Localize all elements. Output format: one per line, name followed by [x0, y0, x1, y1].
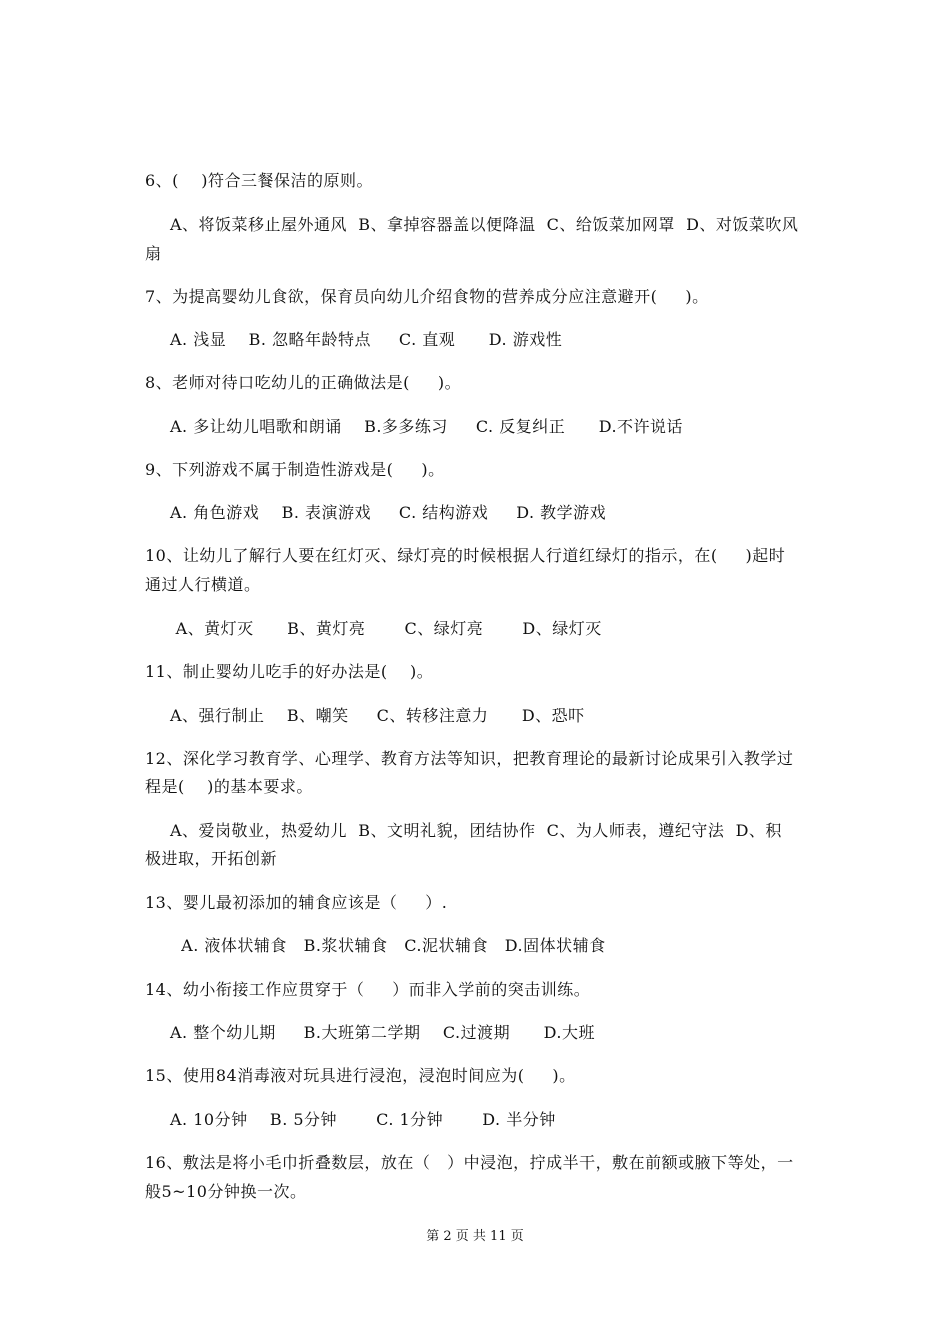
question-15: 15、使用84消毒液对玩具进行浸泡，浸泡时间应为( )。: [145, 1066, 576, 1085]
question-13: 13、婴儿最初添加的辅食应该是（ ）.: [145, 893, 448, 912]
question-6-options-cont: 扇: [145, 244, 162, 263]
question-11-options: A、强行制止 B、嘲笑 C、转移注意力 D、恐吓: [170, 706, 585, 725]
page-footer: 第 2 页 共 11 页: [426, 1229, 524, 1244]
question-9: 9、下列游戏不属于制造性游戏是( )。: [145, 460, 445, 479]
question-13-options: A. 液体状辅食 B.浆状辅食 C.泥状辅食 D.固体状辅食: [170, 936, 606, 955]
question-7-options: A. 浅显 B. 忽略年龄特点 C. 直观 D. 游戏性: [170, 330, 563, 349]
question-10-options: A、黄灯灭 B、黄灯亮 C、绿灯亮 D、绿灯灭: [170, 619, 602, 638]
question-8-options: A. 多让幼儿唱歌和朗诵 B.多多练习 C. 反复纠正 D.不许说话: [170, 417, 684, 436]
question-15-options: A. 10分钟 B. 5分钟 C. 1分钟 D. 半分钟: [170, 1110, 556, 1129]
question-11: 11、制止婴幼儿吃手的好办法是( )。: [145, 662, 434, 681]
question-14-options: A. 整个幼儿期 B.大班第二学期 C.过渡期 D.大班: [170, 1023, 595, 1042]
question-9-options: A. 角色游戏 B. 表演游戏 C. 结构游戏 D. 教学游戏: [170, 503, 607, 522]
question-10-cont: 通过人行横道。: [145, 575, 261, 594]
question-16: 16、敷法是将小毛巾折叠数层，放在（ ）中浸泡，拧成半干，敷在前额或腋下等处，一: [145, 1153, 794, 1172]
question-12-cont: 程是( )的基本要求。: [145, 777, 313, 796]
question-16-cont: 般5~10分钟换一次。: [145, 1182, 307, 1201]
question-12-options-cont: 极进取，开拓创新: [145, 849, 278, 868]
question-7: 7、为提高婴幼儿食欲，保育员向幼儿介绍食物的营养成分应注意避开( )。: [145, 287, 709, 306]
question-14: 14、幼小衔接工作应贯穿于（ ）而非入学前的突击训练。: [145, 980, 591, 999]
question-10: 10、让幼儿了解行人要在红灯灭、绿灯亮的时候根据人行道红绿灯的指示，在( )起时: [145, 546, 786, 565]
question-8: 8、老师对待口吃幼儿的正确做法是( )。: [145, 373, 462, 392]
question-12: 12、深化学习教育学、心理学、教育方法等知识，把教育理论的最新讨论成果引入教学过: [145, 749, 794, 768]
question-6: 6、( )符合三餐保洁的原则。: [145, 171, 374, 190]
question-6-options: A、将饭菜移止屋外通风 B、拿掉容器盖以便降温 C、给饭菜加网罩 D、对饭菜吹风: [170, 215, 799, 234]
question-12-options: A、爱岗敬业，热爱幼儿 B、文明礼貌，团结协作 C、为人师表，遵纪守法 D、积: [170, 821, 782, 840]
